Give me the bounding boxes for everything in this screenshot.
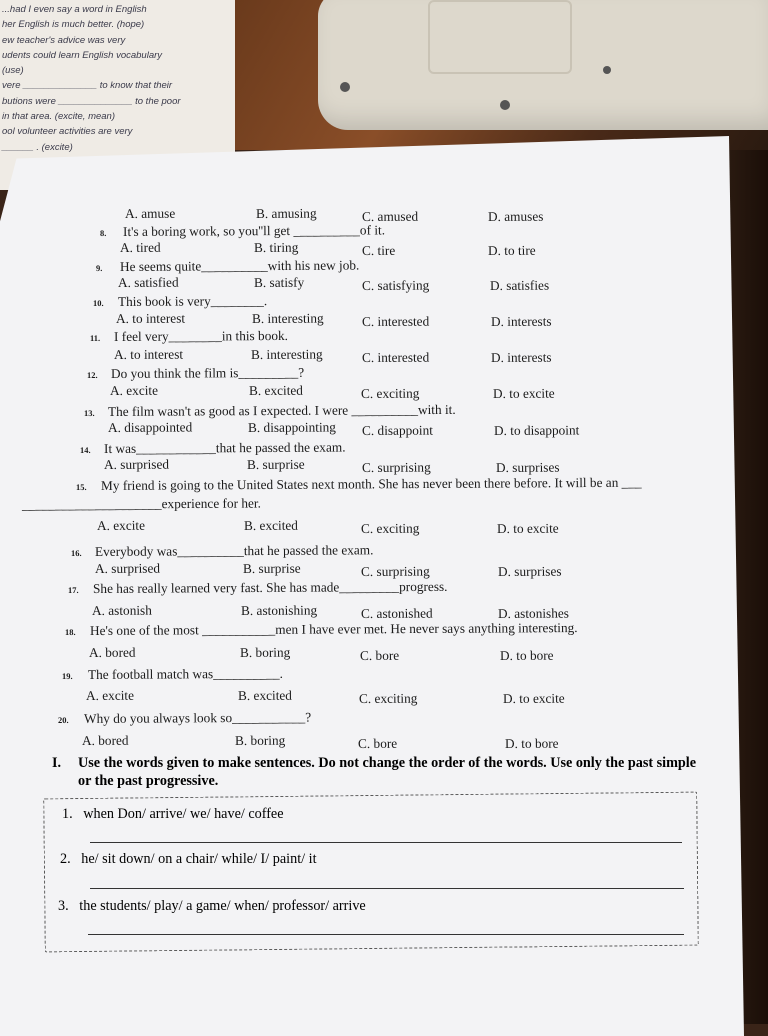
background-line: her English is much better. (hope) [2, 19, 145, 31]
answer-option: A. excite [85, 687, 135, 703]
answer-option: D. to excite [502, 690, 565, 706]
answer-option: B. astonishing [240, 602, 318, 618]
answer-option: D. interests [490, 349, 552, 365]
question-stem: The film wasn't as good as I expected. I were __________with it. [107, 401, 456, 419]
background-line: ool volunteer activities are very [2, 126, 133, 138]
answer-option: D. amuses [487, 208, 544, 224]
answer-option: C. exciting [358, 690, 418, 706]
answer-option: B. tiring [253, 239, 299, 255]
question-number: 15. [75, 481, 87, 492]
answer-line[interactable] [90, 888, 684, 889]
answer-option: A. excite [96, 517, 146, 533]
question-stem: It's a boring work, so you''ll get __________of it. [122, 222, 386, 239]
question-number: 20. [57, 714, 69, 725]
task-label: I. [52, 755, 62, 771]
answer-option: C. exciting [360, 385, 420, 401]
item-prompt: he/ sit down/ on a chair/ while/ I/ paint/ it [81, 851, 317, 867]
answer-option: B. disappointing [247, 419, 336, 435]
task-instruction: Use the words given to make sentences. Do not change the order of the words. Use only the past simple or the past progressive. [78, 755, 697, 789]
answer-option: B. interesting [250, 346, 323, 362]
question-stem: He's one of the most ___________men I have ever met. He never says anything interesting. [89, 620, 578, 638]
background-line: butions were ______________ to the poor [2, 95, 181, 107]
answer-option: B. boring [239, 644, 291, 660]
answer-option: B. surprise [246, 456, 305, 472]
answer-option: C. satisfying [361, 277, 430, 293]
sentence-item-2 [60, 851, 317, 868]
answer-option: B. interesting [251, 310, 324, 326]
answer-option: A. to interest [115, 310, 186, 326]
sentence-item-1 [62, 806, 284, 823]
answer-option: D. surprises [495, 459, 560, 475]
question-number: 12. [86, 369, 98, 380]
answer-line[interactable] [90, 842, 682, 843]
answer-option: A. bored [88, 644, 136, 660]
question-number: 14. [79, 444, 91, 455]
answer-option: D. to tire [487, 242, 536, 258]
answer-option: D. interests [490, 313, 552, 329]
answer-option: C. interested [361, 349, 430, 365]
answer-option: B. surprise [242, 560, 301, 576]
answer-option: A. to interest [113, 346, 184, 362]
answer-option: C. tire [361, 242, 396, 258]
answer-line[interactable] [88, 934, 684, 935]
question-number: 9. [95, 262, 103, 273]
answer-option: A. surprised [103, 456, 170, 472]
question-stem: I feel very________in this book. [113, 327, 288, 344]
answer-option: D. to excite [496, 520, 559, 536]
answer-option: C. amused [361, 208, 419, 224]
question-number: 17. [67, 584, 79, 595]
answer-option: C. bore [359, 647, 400, 663]
answer-option: B. boring [234, 732, 286, 748]
question-stem: This book is very________. [117, 293, 268, 309]
question-stem: She has really learned very fast. She has made_________progress. [92, 578, 448, 596]
answer-option: D. to excite [492, 385, 555, 401]
answer-option: A. bored [81, 732, 129, 748]
sentence-item-3 [58, 898, 366, 915]
background-line: ew teacher's advice was very [2, 34, 126, 46]
answer-option: A. amuse [124, 205, 176, 221]
answer-option: C. exciting [360, 520, 420, 536]
question-number: 13. [83, 407, 95, 418]
question-number: 16. [70, 547, 82, 558]
question-number: 11. [89, 332, 101, 343]
answer-option: B. amusing [255, 205, 317, 221]
answer-option: D. to bore [499, 647, 554, 663]
answer-option: B. excited [237, 687, 292, 703]
answer-option: B. excited [248, 382, 303, 398]
question-number: 10. [92, 297, 104, 308]
item-prompt: when Don/ arrive/ we/ have/ coffee [83, 806, 284, 822]
question-stem: My friend is going to the United States next month. She has never been there before. It will be an ___ [100, 474, 642, 493]
answer-option: D. to bore [504, 735, 559, 751]
item-number: 3. [58, 898, 69, 914]
question-stem: It was____________that he passed the exam. [103, 439, 346, 456]
item-prompt: the students/ play/ a game/ when/ professor/ arrive [79, 898, 366, 914]
answer-option: C. astonished [360, 605, 433, 621]
answer-option: C. interested [361, 313, 430, 329]
answer-option: B. satisfy [253, 274, 305, 290]
answer-option: C. surprising [361, 459, 431, 475]
answer-option: A. surprised [94, 560, 161, 576]
background-line: ...had I even say a word in English [2, 4, 147, 15]
question-stem: Do you think the film is_________? [110, 364, 305, 381]
background-line: ______ . (excite) [2, 141, 73, 153]
question-stem-continued: _____________________experience for her. [21, 495, 261, 512]
answer-option: C. bore [357, 735, 398, 751]
question-stem: The football match was__________. [87, 665, 284, 682]
answer-option: C. surprising [360, 563, 430, 579]
question-stem: He seems quite__________with his new job. [119, 257, 360, 274]
answer-option: A. astonish [91, 602, 152, 618]
item-number: 2. [60, 851, 71, 867]
task-section [52, 754, 702, 790]
background-line: (use) [2, 65, 24, 77]
answer-option: A. disappointed [107, 419, 193, 435]
question-stem: Why do you always look so___________? [83, 709, 312, 726]
answer-option: D. surprises [497, 563, 562, 579]
question-number: 18. [64, 626, 76, 637]
question-number: 19. [61, 670, 73, 681]
background-line: udents could learn English vocabulary [2, 49, 163, 61]
background-line: in that area. (excite, mean) [2, 111, 115, 123]
answer-option: B. excited [243, 517, 298, 533]
question-stem: Everybody was__________that he passed the exam. [94, 542, 374, 559]
answer-option: A. tired [119, 239, 161, 255]
question-number: 8. [99, 227, 107, 238]
item-number: 1. [62, 806, 73, 822]
answer-option: D. satisfies [489, 277, 550, 293]
answer-option: C. disappoint [361, 422, 433, 438]
answer-option: D. to disappoint [493, 422, 580, 438]
background-line: vere ______________ to know that their [2, 80, 173, 92]
answer-option: A. satisfied [117, 274, 179, 290]
answer-option: A. excite [109, 382, 159, 398]
answer-option: D. astonishes [497, 605, 569, 621]
